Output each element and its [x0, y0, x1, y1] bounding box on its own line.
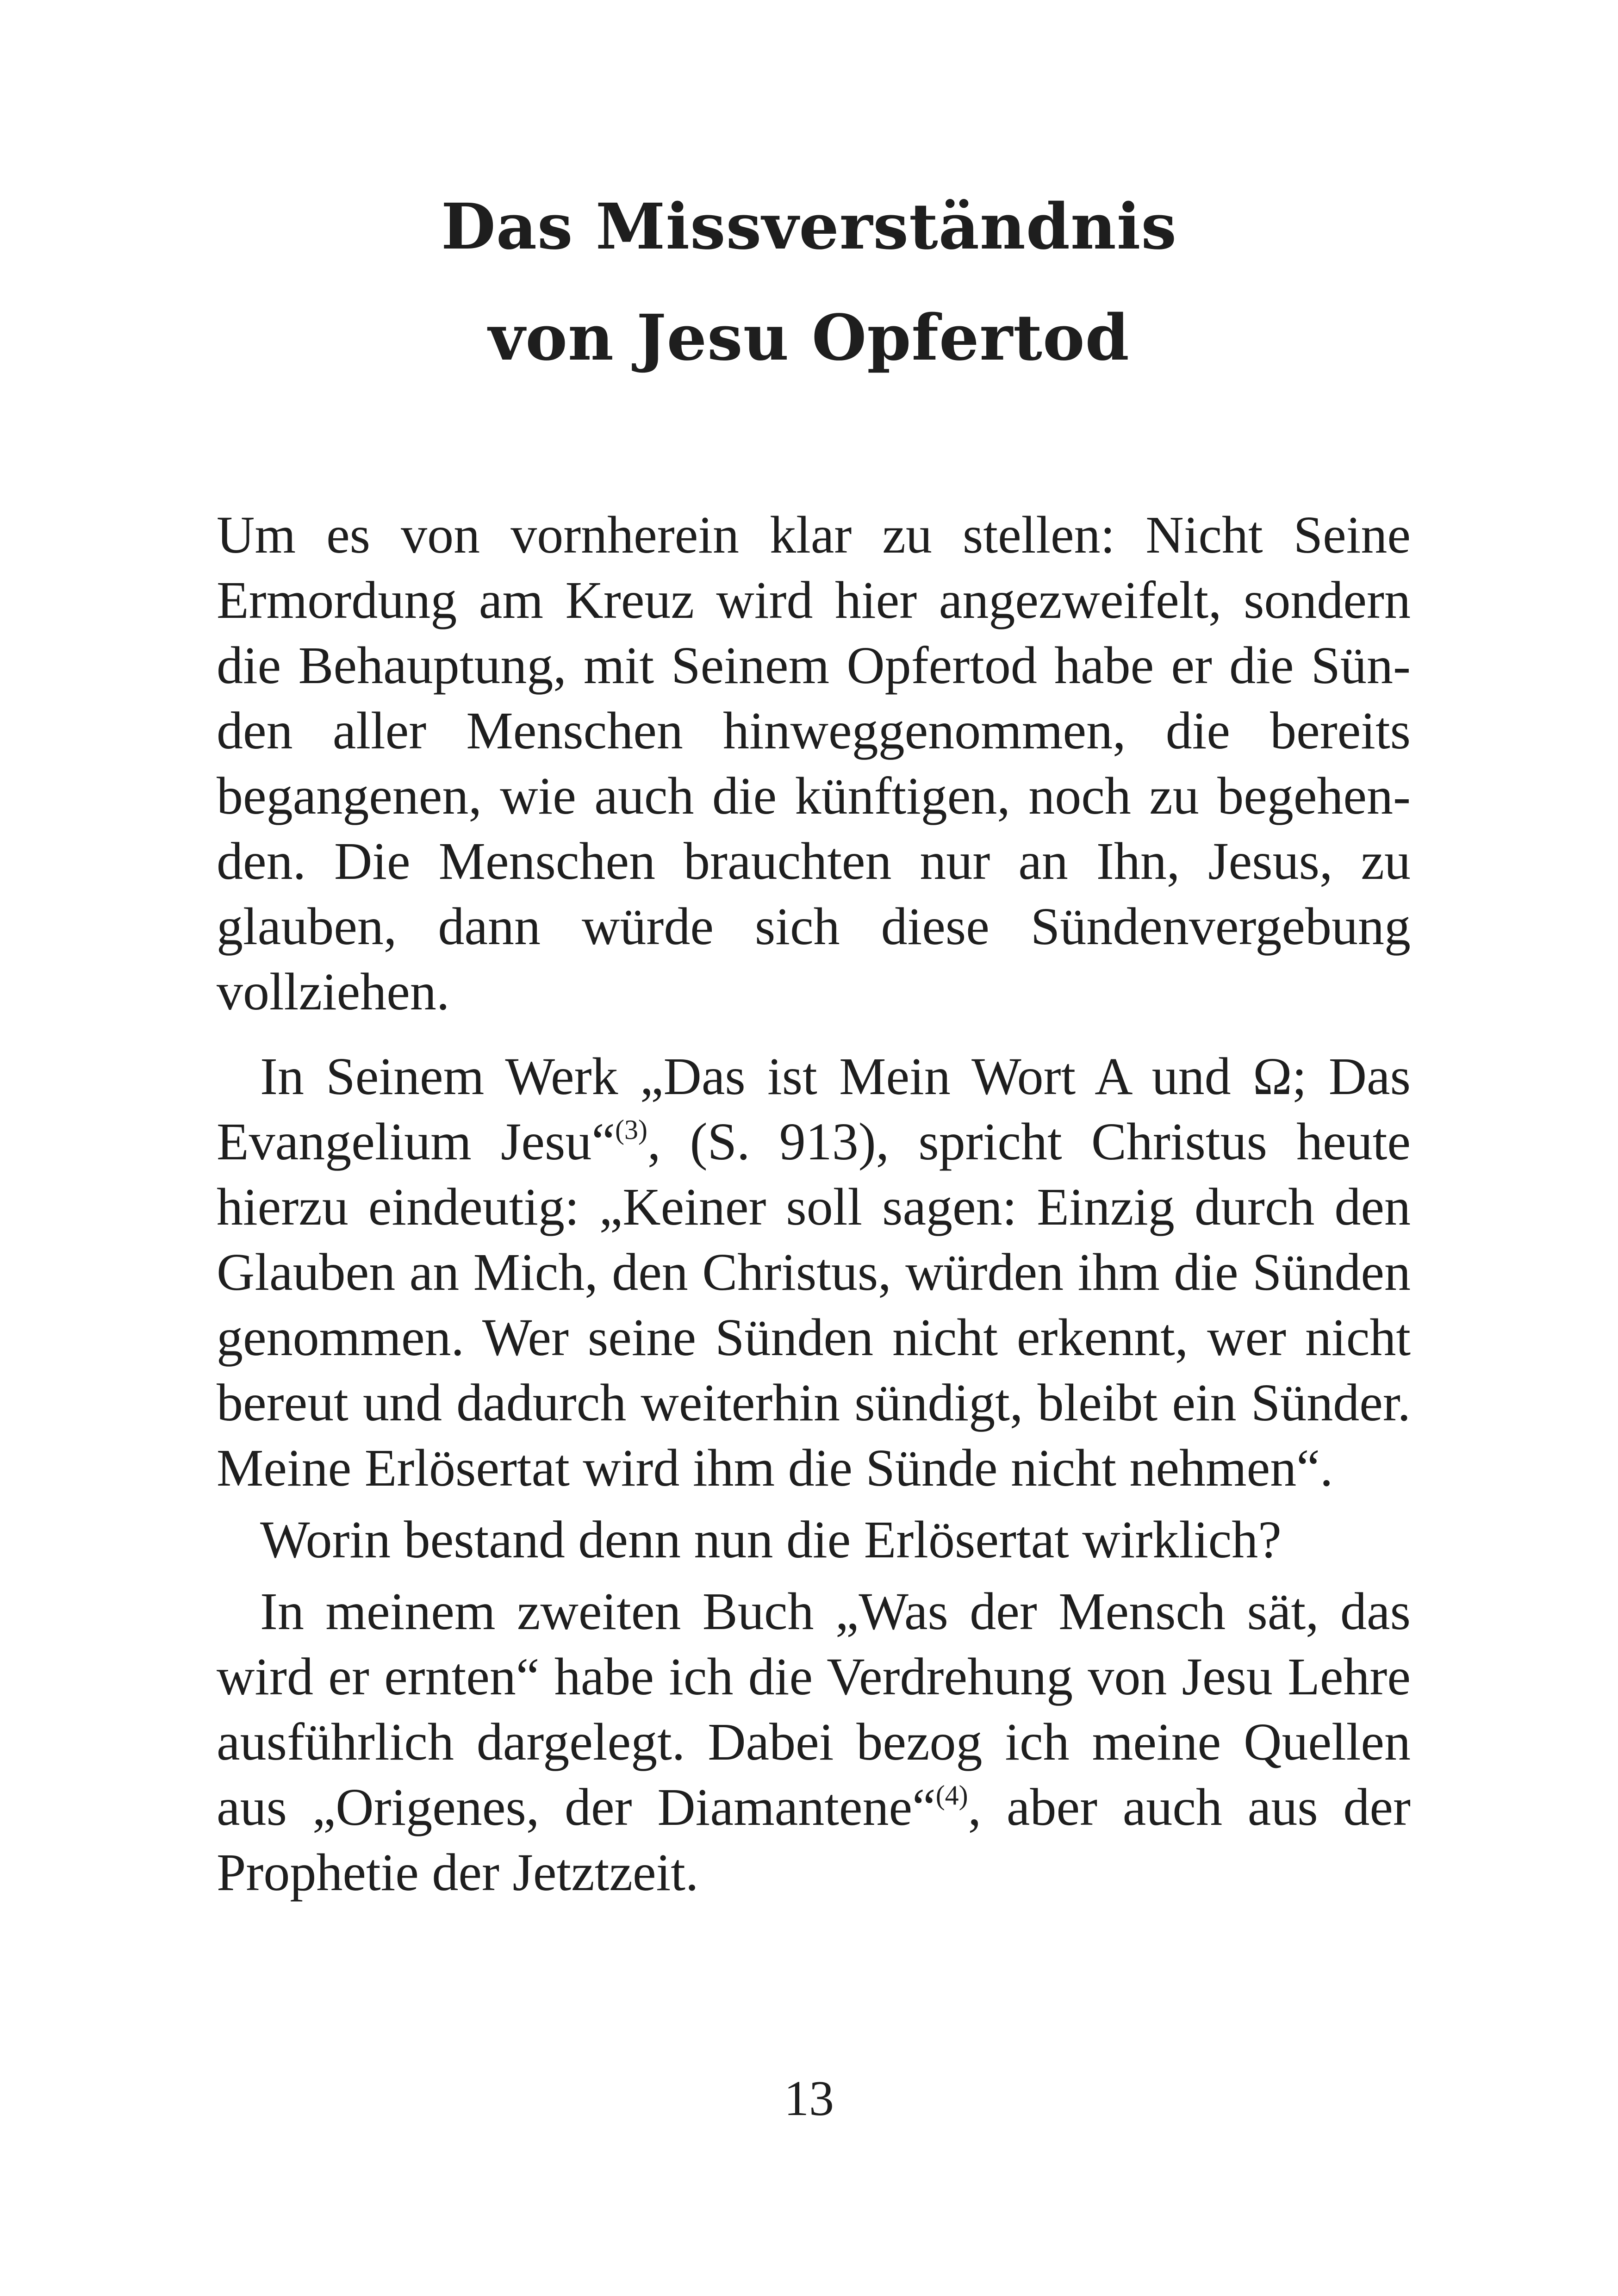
paragraph-4 [217, 1579, 1411, 1905]
paragraph-2-text-b: , (S. 913), spricht Christus heute hierzu eindeutig: „Keiner soll sagen: Einzig durch den Glauben an Mich, den Christus, würden ihm die Sünden genommen. Wer seine Sünden nicht erkennt, wer nicht bereut und dadurch weiterhin sündigt, bleibt ein Sünder. Meine Erlösertat wird ihm die Sünde nicht nehmen“. [217, 1112, 1411, 1497]
footnote-ref-4: (4) [935, 1780, 968, 1811]
chapter-title [0, 171, 1618, 393]
paragraph-4-text-a: In meinem zweiten Buch „Was der Mensch sät, das wird er ernten“ habe ich die Verdrehung von Jesu Lehre ausführlich dargelegt. Dabei bezog ich meine Quellen aus „Origenes, der Diamantene“ [217, 1582, 1411, 1836]
paragraph-4-text-b: , aber auch aus der Prophetie der Jetztzeit. [217, 1778, 1411, 1902]
paragraph-3: Worin bestand denn nun die Erlösertat wirklich? [260, 1510, 1282, 1569]
footnote-ref-3: (3) [615, 1114, 647, 1145]
page-number: 13 [784, 2071, 834, 2126]
paragraph-2-text-a: In Seinem Werk „Das ist Mein Wort A und Ω; Das Evangelium Jesu“ [217, 1047, 1411, 1171]
body-text [217, 502, 1411, 1905]
paragraph-2 [217, 1044, 1411, 1500]
chapter-title-line-1: Das Missverständnis [441, 190, 1177, 264]
chapter-title-line-2: von Jesu Opfertod [488, 301, 1130, 375]
paragraph-1: Um es von vornherein klar zu stellen: Nicht Seine Ermordung am Kreuz wird hier angezweifelt, sondern die Behauptung, mit Seinem Opfertod habe er die Sünden aller Menschen hinweggenommen, die bereits begangenen, wie auch die künftigen, noch zu begehenden. Die Menschen brauchten nur an Ihn, Jesus, zu glauben, dann würde sich diese Sündenvergebung vollziehen. [217, 505, 1411, 1021]
